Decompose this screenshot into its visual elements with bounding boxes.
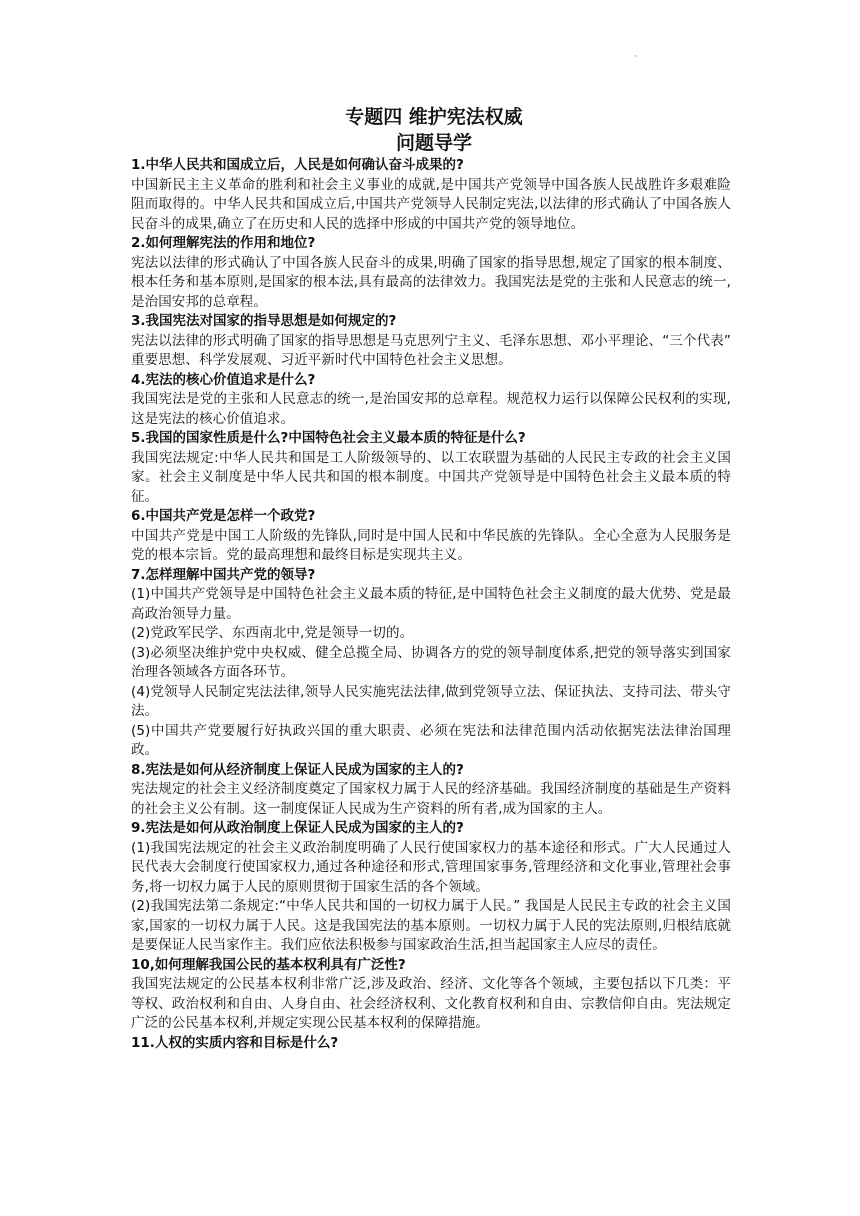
answer-paragraph: (1)我国宪法规定的社会主义政治制度明确了人民行使国家权力的基本途径和形式。广大人民通过人民代表大会制度行使国家权力,通过各种途径和形式,管理国家事务,管理经济和文化事业,管理社会事务,将一切权力属于人民的原则贯彻于国家生活的各个领域。 <box>131 839 731 895</box>
answer-paragraph: 宪法以法律的形式确认了中国各族人民奋斗的成果,明确了国家的指导思想,规定了国家的根本制度、根本任务和基本原则,是国家的根本法,具有最高的法律效力。我国宪法是党的主张和人民意志的统一,是治国安邦的总章程。 <box>131 254 731 310</box>
question-heading: 4.宪法的核心价值追求是什么? <box>131 371 316 388</box>
answer-paragraph: 我国宪法是党的主张和人民意志的统一,是治国安邦的总章程。规范权力运行以保障公民权利的实现,这是宪法的核心价值追求。 <box>131 391 731 427</box>
qa-list <box>131 156 731 1053</box>
answer-paragraph: 我国宪法规定:中华人民共和国是工人阶级领导的、以工农联盟为基础的人民民主专政的社会主义国家。社会主义制度是中华人民共和国的根本制度。中国共产党领导是中国特色社会主义最本质的特征。 <box>131 449 731 505</box>
answer-paragraph: (1)中国共产党领导是中国特色社会主义最本质的特征,是中国特色社会主义制度的最大优势、党是最高政治领导力量。 <box>131 586 731 622</box>
answer-paragraph: 宪法规定的社会主义经济制度奠定了国家权力属于人民的经济基础。我国经济制度的基础是生产资料的社会主义公有制。这一制度保证人民成为生产资料的所有者,成为国家的主人。 <box>131 781 731 817</box>
answer-paragraph: (5)中国共产党要履行好执政兴国的重大职责、必须在宪法和法律范围内活动依据宪法法律治国理政。 <box>131 722 731 758</box>
document-subtitle: 问题导学 <box>395 132 472 154</box>
answer-paragraph: (3)必须坚决维护党中央权威、健全总揽全局、协调各方的党的领导制度体系,把党的领导落实到国家治理各领域各方面各环节。 <box>131 644 731 680</box>
question-heading: 2.如何理解宪法的作用和地位? <box>131 235 316 251</box>
answer-paragraph: 中国新民主主义革命的胜利和社会主义事业的成就,是中国共产党领导中国各族人民战胜许多艰难险阻而取得的。中华人民共和国成立后,中国共产党领导人民制定宪法,以法律的形式确认了中国各族人民奋斗的成果,确立了在历史和人民的选择中形成的中国共产党的领导地位。 <box>131 176 731 232</box>
question-heading: 11.人权的实质内容和目标是什么? <box>131 1034 339 1051</box>
document-page <box>131 104 731 1053</box>
question-heading: 6.中国共产党是怎样一个政党? <box>131 508 316 524</box>
answer-paragraph: (4)党领导人民制定宪法法律,领导人民实施宪法法律,做到党领导立法、保证执法、支持司法、带头守法。 <box>131 683 731 719</box>
question-heading: 10,如何理解我国公民的基本权利具有广泛性? <box>131 956 406 973</box>
question-heading: 8.宪法是如何从经济制度上保证人民成为国家的主人的? <box>131 761 464 778</box>
answer-paragraph: 中国共产党是中国工人阶级的先锋队,同时是中国人民和中华民族的先锋队。全心全意为人民服务是党的根本宗旨。党的最高理想和最终目标是实现共主义。 <box>131 527 731 563</box>
question-heading: 3.我国宪法对国家的指导思想是如何规定的? <box>131 313 397 329</box>
corner-mark: · <box>634 52 637 62</box>
question-heading: 5.我国的国家性质是什么?中国特色社会主义最本质的特征是什么? <box>131 430 526 446</box>
question-heading: 9.宪法是如何从政治制度上保证人民成为国家的主人的? <box>131 820 464 836</box>
answer-paragraph: 我国宪法规定的公民基本权利非常广泛,涉及政治、经济、文化等各个领域，主要包括以下几类：平等权、政治权利和自由、人身自由、社会经济权利、文化教育权利和自由、宗教信仰自由。宪法规定广泛的公民基本权利,并规定实现公民基本权利的保障措施。 <box>131 976 731 1031</box>
document-title: 专题四 维护宪法权威 <box>345 106 523 128</box>
answer-paragraph: (2)我国宪法第二条规定:“中华人民共和国的一切权力属于人民。” 我国是人民民主专政的社会主义国家,国家的一切权力属于人民。这是我国宪法的基本原则。一切权力属于人民的宪法原则,归根结底就是要保证人民当家作主。我们应依法积极参与国家政治生活,担当起国家主人应尽的责任。 <box>131 898 731 953</box>
question-heading: 1.中华人民共和国成立后，人民是如何确认奋斗成果的? <box>131 157 464 173</box>
question-heading: 7.怎样理解中国共产党的领导? <box>131 566 316 583</box>
answer-paragraph: (2)党政军民学、东西南北中,党是领导一切的。 <box>131 625 414 641</box>
answer-paragraph: 宪法以法律的形式明确了国家的指导思想是马克思列宁主义、毛泽东思想、邓小平理论、“三个代表” 重要思想、科学发展观、习近平新时代中国特色社会主义思想。 <box>131 332 731 368</box>
